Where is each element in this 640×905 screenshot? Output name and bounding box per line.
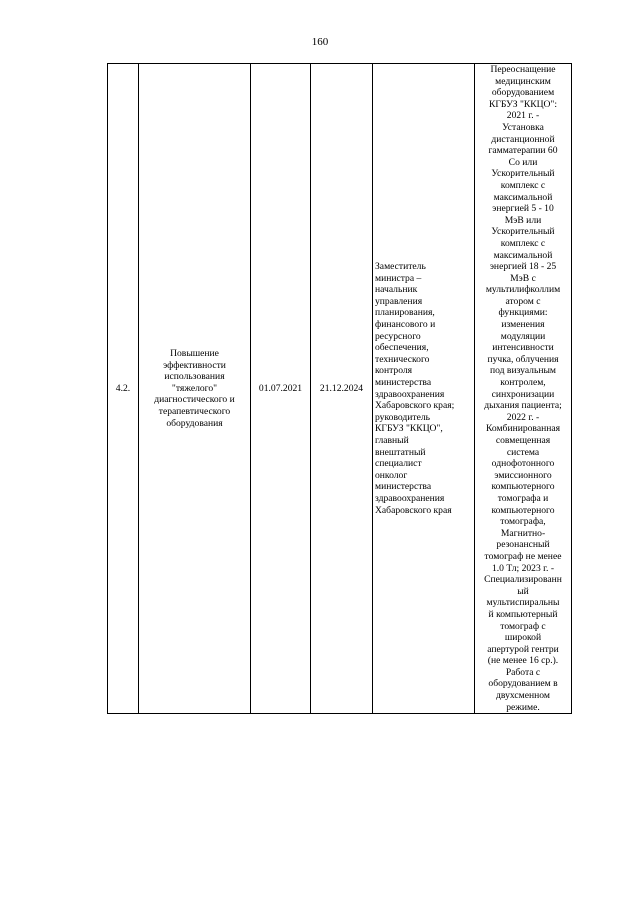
expected-result: Переоснащение медицинским оборудованием КГБУЗ "ККЦО": 2021 г. - Установка дистанционной гамматерапии 60 Co или Ускорительный комплекс с максимальной энергией 5 - 10 МэВ или Ускорительный комплекс с максимальной энергией 18 - 25 МэВ с мультилифколлим атором с функциями: изменения модуляции интенсивности пучка, облучения под визуальным контролем, синхронизации дыхания пациента; 2022 г. - Комбинированная совмещенная система однофотонного эмиссионного компьютерного томографа и компьютерного томографа, Магнитно- резонансный томограф не менее 1.0 Тл; 2023 г. - Специализированн ый мультиспиральны й компьютерный томограф с широкой апертурой гентри (не менее 16 ср.). Работа с оборудованием в двухсменном режиме. <box>484 64 562 713</box>
row-number: 4.2. <box>108 64 139 714</box>
end-date: 21.12.2024 <box>311 64 373 714</box>
responsible-person: Заместитель министра – начальник управления планирования, финансового и ресурсного обеспечения, технического контроля министерства здравоохранения Хабаровского края; руководитель КГБУЗ "ККЦО", главный внештатный специалист онколог министерства здравоохранения Хабаровского края <box>375 261 455 516</box>
table-row <box>108 64 572 714</box>
activity-name: Повышение эффективности использования "тяжелого" диагностического и терапевтического оборудования <box>154 348 235 429</box>
responsible-cell <box>373 64 475 714</box>
activity-table <box>107 63 572 714</box>
activity-name-cell <box>139 64 251 714</box>
page-number: 160 <box>311 36 329 48</box>
result-cell <box>475 64 572 714</box>
start-date: 01.07.2021 <box>251 64 311 714</box>
